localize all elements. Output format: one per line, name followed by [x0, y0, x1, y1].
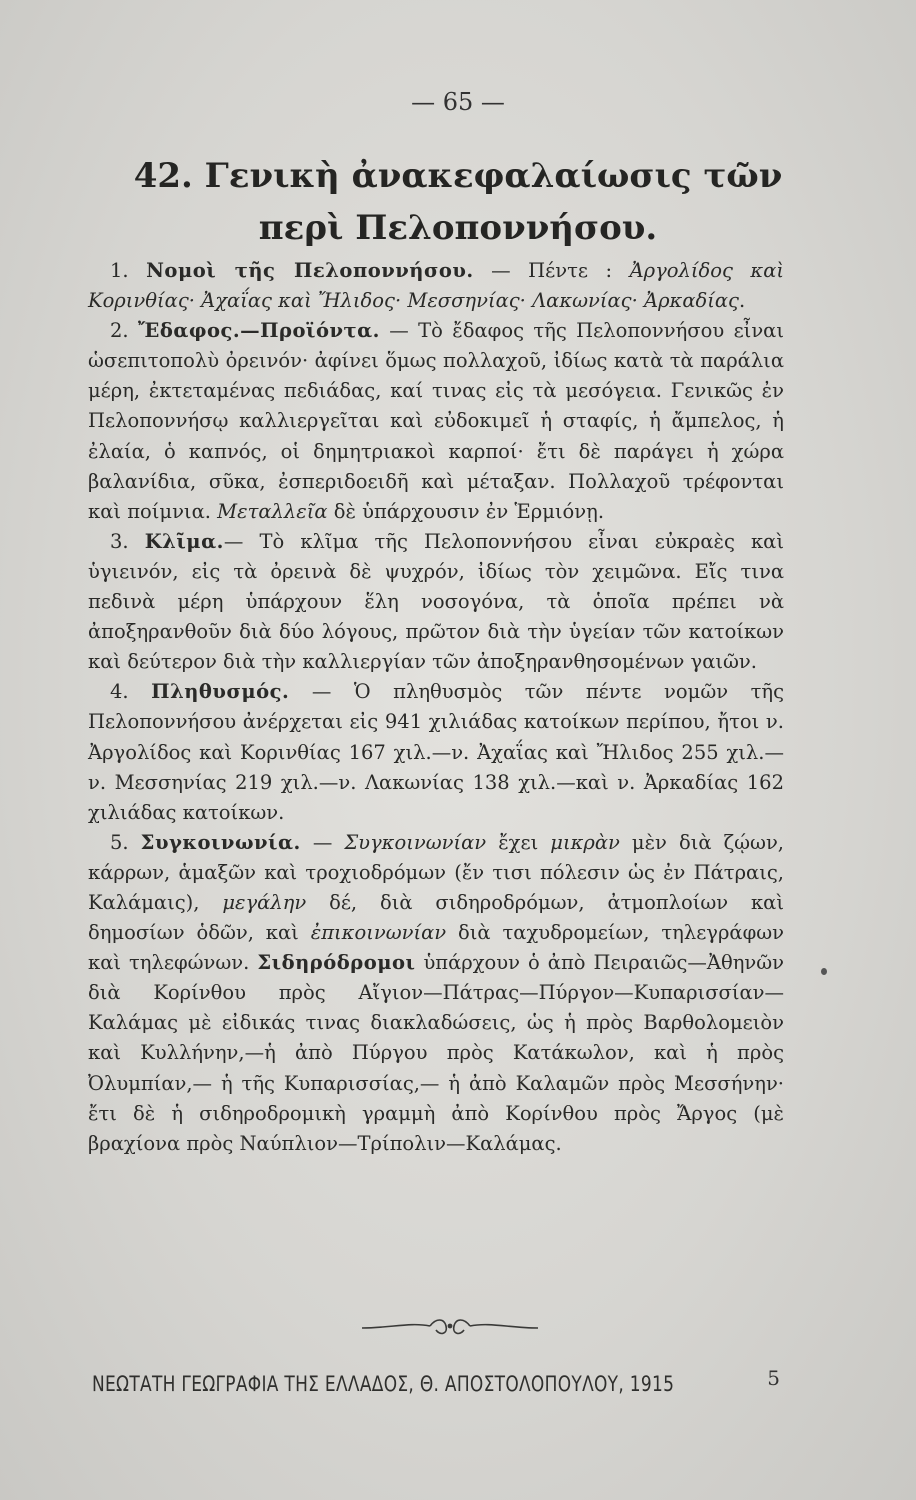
- section-text: — Τὸ κλῖμα τῆς Πελοποννήσου εἶναι εὐκραὲς καὶ ὑγιεινόν, εἰς τὰ ὀρεινὰ δὲ ψυχρόν, ἰδίως τὸν χειμῶνα. Εἴς τινα πεδινὰ μέρη ὑπάρχουν ἕλη νοσογόνα, τὰ ὁποῖα πρέπει νὰ ἀποξηρανθοῦν διὰ δύο λόγους, πρῶτον διὰ τὴν ὑγείαν τῶν κατοίκων καὶ δεύτερον διὰ τὴν καλλιεργίαν τῶν ἀποξηρανθησομένων γαιῶν.: [88, 529, 784, 674]
- section-number: 4.: [110, 680, 129, 704]
- section-text: ὑπάρχουν ὁ ἀπὸ Πειραιῶς—Ἀθηνῶν διὰ Κορίνθου πρὸς Αἴγιον—Πάτρας—Πύργον—Κυπαρισσίαν—Καλάμας μὲ εἰδικάς τινας διακλαδώσεις, ὡς ἡ πρὸς Βαρθολομειὸν καὶ Κυλλήνην,—ἡ ἀπὸ Πύργου πρὸς Κατάκωλον, καὶ ἡ πρὸς Ὀλυμπίαν,— ἡ τῆς Κυπαρισσίας,— ἡ ἀπὸ Καλαμῶν πρὸς Μεσσήνην· ἔτι δὲ ἡ σιδηροδρομικὴ γραμμὴ ἀπὸ Κορίνθου πρὸς Ἄργος (μὲ βραχίονα πρὸς Ναύπλιον—Τρίπολιν—Καλάμας.: [88, 951, 784, 1155]
- heading-line-2: περὶ Πελοποννήσου.: [258, 208, 658, 248]
- section-italic-text: Συγκοινωνίαν: [344, 830, 487, 854]
- section-5: [88, 828, 784, 1159]
- section-title: Νομοὶ τῆς Πελοποννήσου.: [146, 259, 474, 282]
- section-text: δὲ ὑπάρχουσιν ἐν Ἑρμιόνῃ.: [327, 499, 605, 523]
- section-title: Ἔδαφος.—Προϊόντα.: [138, 319, 380, 343]
- page-number: — 65 —: [411, 88, 505, 116]
- section-text: διὰ ταχυδρομείων, τηλεγράφων καὶ τηλεφώνων.: [88, 921, 784, 975]
- heading-line-1: 42. Γενικὴ ἀνακεφαλαίωσις τῶν: [133, 156, 783, 196]
- section-italic-text: μικρὰν: [550, 830, 620, 854]
- section-text: ἔχει: [486, 830, 551, 854]
- section-text: —: [300, 830, 345, 854]
- section-text: — Τὸ ἔδαφος τῆς Πελοποννήσου εἶναι ὡσεπιτοπολὺ ὀρεινόν· ἀφίνει ὅμως πολλαχοῦ, ἰδίως κατὰ τὰ παράλια μέρη, ἐκτεταμένας πεδιάδας, καί τινας εἰς τὰ μεσόγεια. Γενικῶς ἐν Πελοποννήσῳ καλλιεργεῖται καὶ εὐδοκιμεῖ ἡ σταφίς, ἡ ἄμπελος, ἡ ἐλαία, ὁ καπνός, οἱ δημητριακοὶ καρποί· ἔτι δὲ παράγει ἡ χώρα βαλανίδια, σῦκα, ἐσπεριδοειδῆ καὶ μέταξαν. Πολλαχοῦ τρέφονται καὶ ποίμνια.: [88, 319, 784, 523]
- ornament-divider-icon: [360, 1316, 540, 1340]
- signature-mark: 5: [767, 1366, 780, 1390]
- body-text: [88, 256, 784, 1159]
- section-italic-text: Ἀργολίδος καὶ Κορινθίας· Ἀχαΐας καὶ Ἤλιδος· Μεσσηνίας· Λακωνίας· Ἀρκαδίας: [88, 259, 785, 313]
- section-italic-text: μεγάλην: [222, 890, 307, 914]
- chapter-heading: [0, 150, 916, 254]
- section-italic-text: Μεταλλεῖα: [217, 499, 328, 523]
- section-3: [88, 527, 784, 677]
- section-text: .: [738, 289, 746, 313]
- section-4: [88, 677, 784, 827]
- section-text: δέ, διὰ σιδηροδρόμων, ἀτμοπλοίων καὶ δημοσίων ὁδῶν, καὶ: [88, 890, 784, 945]
- section-italic-text: ἐπικοινωνίαν: [310, 921, 447, 945]
- footer-imprint: ΝΕΩΤΑΤΗ ΓΕΩΓΡΑΦΙΑ ΤΗΣ ΕΛΛΑΔΟΣ, Θ. ΑΠΟΣΤΟΛΟΠΟΥΛΟΥ, 1915: [92, 1372, 675, 1397]
- section-1: [88, 256, 784, 316]
- ink-speck: [821, 968, 827, 975]
- section-title: Κλῖμα.: [144, 529, 224, 553]
- section-number: 2.: [110, 319, 129, 343]
- section-title: Πληθυσμός.: [151, 680, 290, 704]
- section-number: 5.: [110, 830, 129, 854]
- section-text: — Ὁ πληθυσμὸς τῶν πέντε νομῶν τῆς Πελοποννήσου ἀνέρχεται εἰς 941 χιλιάδας κατοίκων περίπου, ἤτοι ν. Ἀργολίδος καὶ Κορινθίας 167 χιλ.—ν. Ἀχαΐας καὶ Ἤλιδος 255 χιλ.—ν. Μεσσηνίας 219 χιλ.—ν. Λακωνίας 138 χιλ.—καὶ ν. Ἀρκαδίας 162 χιλιάδας κατοίκων.: [88, 680, 784, 824]
- section-text: μὲν διὰ ζῴων, κάρρων, ἁμαξῶν καὶ τροχιοδρόμων (ἔν τισι πόλεσιν ὡς ἐν Πάτραις, Καλάμαις),: [88, 830, 784, 914]
- section-text: — Πέντε :: [473, 259, 630, 282]
- section-number: 3.: [110, 529, 129, 553]
- section-bold-text: Σιδηρόδρομοι: [257, 951, 416, 975]
- section-title: Συγκοινωνία.: [140, 830, 301, 854]
- section-number: 1.: [110, 259, 129, 282]
- section-2: [88, 316, 784, 527]
